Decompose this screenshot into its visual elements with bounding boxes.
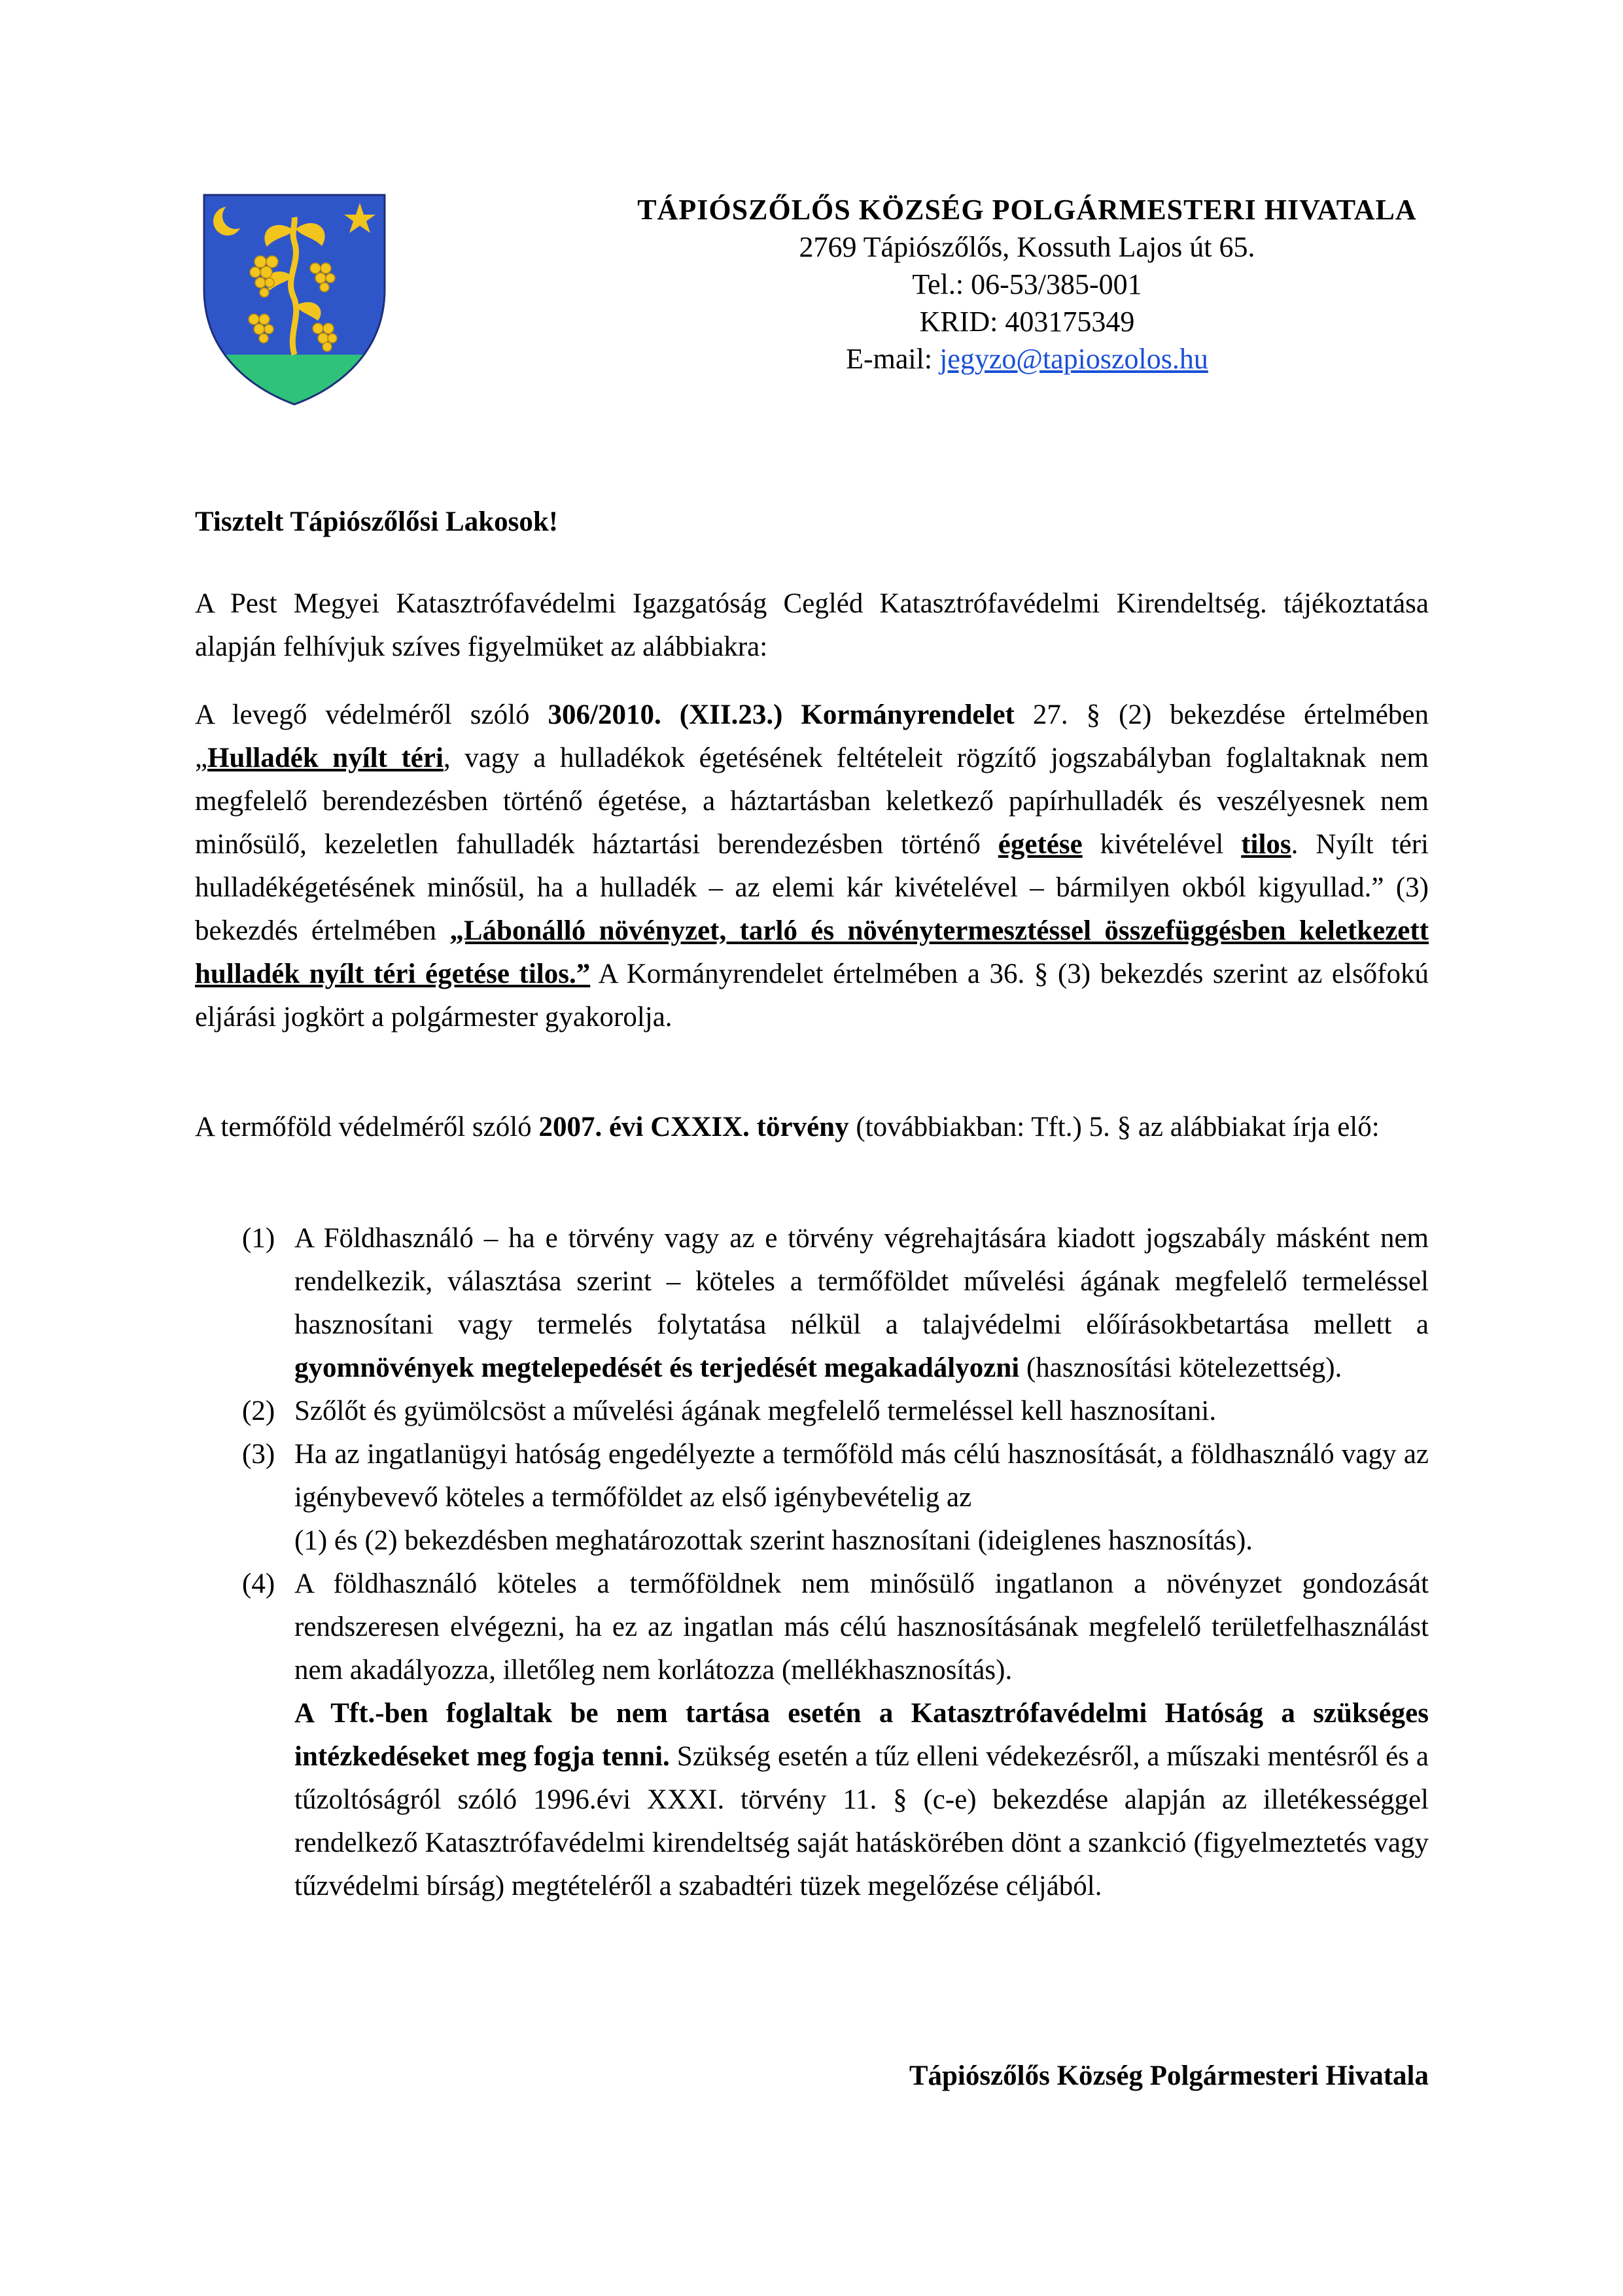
item1-text-2: (hasznosítási kötelezettség). — [1019, 1352, 1342, 1383]
item1-emphasis: gyomnövények megtelepedését és terjedését megakadályozni — [294, 1352, 1020, 1383]
letterhead — [471, 191, 1583, 378]
list-item — [195, 1390, 1429, 1433]
emphasis-stubble-burning-ban: „Lábonálló növényzet, tarló és növénytermesztéssel összefüggésben keletkezett hulladék nyílt téri égetése tilos.” — [195, 915, 1429, 989]
intro-text: A Pest Megyei Katasztrófavédelmi Igazgatóság Cegléd Katasztrófavédelmi Kirendeltség. tájékoztatása alapján felhívjuk szíves figyelmüket az alábbiakra: — [195, 588, 1429, 662]
organization-name: TÁPIÓSZŐLŐS KÖZSÉG POLGÁRMESTERI HIVATALA — [637, 194, 1417, 226]
item4-text-1: A földhasználó köteles a termőföldnek nem minősülő ingatlanon a növényzet gondozását rendszeresen elvégezni, ha ez az ingatlan más célú hasznosításának megfelelő területfelhasználást nem akadályozza, illetőleg nem korlátozza (mellékhasznosítás). — [294, 1568, 1429, 1686]
item4-text-2: Szükség esetén a tűz elleni védekezésről, a műszaki mentésről és a tűzoltóságról szóló 1996.évi XXXI. törvény 11. § (c-e) bekezdése alapján az illetékességgel rendelkező Katasztrófavédelmi kirendeltség saját hatáskörében dönt a szankció (figyelmeztetés vagy tűzvédelmi bírság) megtételéről a szabadtéri tüzek megelőzése céljából. — [294, 1741, 1429, 1901]
item2-text: Szőlőt és gyümölcsöst a művelési ágának megfelelő termeléssel kell hasznosítani. — [294, 1396, 1217, 1426]
regulation-paragraph — [195, 694, 1429, 1039]
greeting: Tisztelt Tápiószőlősi Lakosok! — [195, 506, 559, 537]
para1-text-3: , vagy a hulladékok égetésének feltételeit rögzítő jogszabályban foglaltaknak nem megfelelő berendezésben történő égetése, a háztartásban keletkező papírhulladék és veszélyesnek nem minősülő, kezeletlen fahulladék háztartási berendezésben történő — [195, 743, 1429, 860]
list-item-number: (4) — [242, 1568, 275, 1599]
para1-text-4: kivételével — [1082, 829, 1242, 860]
para1-text-6: A Kormányrendelet értelmében a 36. § (3) bekezdés szerint az elsőfokú eljárási jogkört a polgármester gyakorolja. — [195, 959, 1429, 1033]
item3-text-1: Ha az ingatlanügyi hatóság engedélyezte a termőföld más célú hasznosítását, a földhasználó vagy az igénybevevő köteles a termőföldet az első igénybevételig az — [294, 1439, 1429, 1513]
para1-text-2: 27. § (2) bekezdése értelmében „ — [195, 699, 1429, 773]
signature: Tápiószőlős Község Polgármesteri Hivatala — [909, 2060, 1429, 2091]
krid: KRID: 403175349 — [919, 306, 1135, 338]
para1-text-5: . Nyílt téri hulladékégetésének minősül, ha a hulladék – az elemi kár kivételével – bármilyen okból kigyullad.” (3) bekezdés értelmében — [195, 829, 1429, 946]
address: 2769 Tápiószőlős, Kossuth Lajos út 65. — [799, 231, 1255, 263]
email-label: E-mail: — [846, 343, 940, 375]
phone: Tel.: 06-53/385-001 — [912, 268, 1142, 300]
regulation-reference: 306/2010. (XII.23.) Kormányrendelet — [548, 699, 1015, 730]
list-item-number: (2) — [242, 1396, 275, 1426]
email-link[interactable]: jegyzo@tapioszolos.hu — [939, 343, 1208, 375]
list-item — [195, 1563, 1429, 1908]
emphasis-burning: égetése — [998, 829, 1083, 860]
intro-paragraph — [195, 582, 1429, 669]
email-line — [471, 340, 1583, 378]
list-item-number: (3) — [242, 1439, 275, 1470]
law-paragraph — [195, 1106, 1429, 1149]
emphasis-forbidden: tilos — [1241, 829, 1291, 860]
list-item — [195, 1433, 1429, 1563]
obligations-list — [195, 1217, 1429, 1908]
para2-text-1: A termőföld védelméről szóló — [195, 1112, 539, 1142]
list-item-number: (1) — [242, 1223, 275, 1254]
list-item — [195, 1217, 1429, 1390]
coat-of-arms-icon — [196, 191, 393, 407]
para2-text-2: (továbbiakban: Tft.) 5. § az alábbiakat írja elő: — [848, 1112, 1380, 1142]
item3-text-2: (1) és (2) bekezdésben meghatározottak szerint hasznosítani (ideiglenes hasznosítás). — [294, 1525, 1253, 1556]
enforcement-notice: A Tft.-ben foglaltak be nem tartása esetén a Katasztrófavédelmi Hatóság a szükséges intézkedéseket meg fogja tenni. — [294, 1698, 1429, 1772]
emphasis-open-air-waste: Hulladék nyílt téri — [207, 743, 444, 773]
para1-text-1: A levegő védelméről szóló — [195, 699, 548, 730]
item1-text-1: A Földhasználó – ha e törvény vagy az e törvény végrehajtására kiadott jogszabály másként nem rendelkezik, választása szerint – köteles a termőföldet művelési ágának megfelelő termeléssel hasznosítani vagy termelés folytatása nélkül a talajvédelmi előírásokbetartása mellett a — [294, 1223, 1429, 1340]
law-reference: 2007. évi CXXIX. törvény — [538, 1112, 849, 1142]
